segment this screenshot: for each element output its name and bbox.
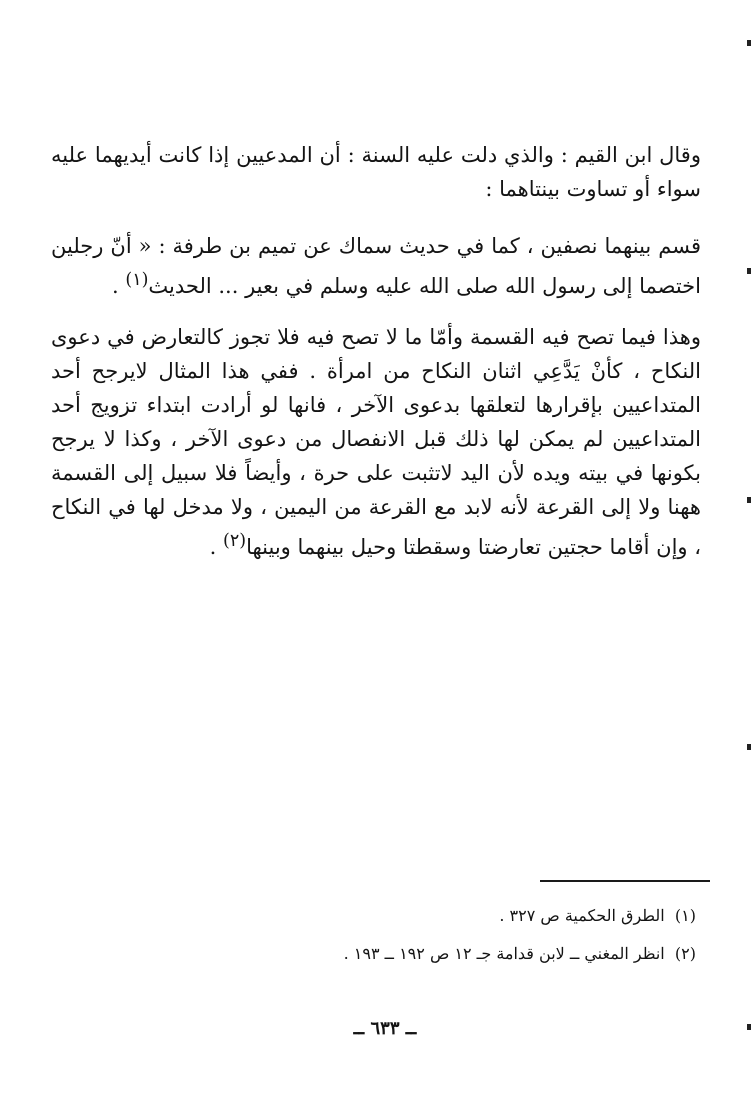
footnote-ref-1[interactable]: (١) (125, 270, 149, 290)
page-number: ــ ٦٣٣ ــ (353, 1018, 417, 1039)
paragraph-3-text: وهذا فيما تصح فيه القسمة وأمّا ما لا تصح فيه فلا تجوز كالتعارض في دعوى النكاح ، كأنْ يَدَّعِي اثنان النكاح من امرأة . ففي هذا المثال لايرجح أحد المتداعيين بإقرارها لتعلقها بدعوى الآخر ، فانها لو أرادت ابتداء تزويج أحد المتداعيين لم يمكن لها ذلك قبل الانفصال من دعوى الآخر ، وكذا لا يرجح بكونها في بيته ويده لأن اليد لاتثبت على حرة ، وأيضاً فلا سبيل إلى القسمة ههنا ولا إلى القرعة لأنه لابد مع القرعة من اليمين ، ولا مدخل لها في النكاح ، وإن أقاما حجتين تعارضتا وسقطتا وحيل بينهما وبينها (51, 325, 701, 559)
paragraph-1-text: وقال ابن القيم : والذي دلت عليه السنة : أن المدعيين إذا كانت أيديهما عليه سواء أو تساوت بينتاهما : (51, 143, 701, 201)
scan-edge-mark (747, 1024, 751, 1030)
scan-edge-mark (747, 497, 751, 503)
scan-edge-mark (747, 744, 751, 750)
paragraph-2 (51, 229, 701, 303)
footnote-2-text: انظر المغني ــ لابن قدامة جـ ١٢ ص ١٩٢ ــ ١٩٣ . (343, 944, 665, 963)
scan-edge-mark (747, 268, 751, 274)
paragraph-3-end: . (209, 535, 223, 559)
footnote-1-number: (١) (674, 906, 696, 925)
paragraph-3 (51, 320, 701, 564)
footnote-1-text: الطرق الحكمية ص ٣٢٧ . (499, 906, 665, 925)
footnote-2-number: (٢) (674, 944, 696, 963)
footnote-1 (56, 905, 696, 927)
paragraph-2-text: قسم بينهما نصفين ، كما في حديث سماك عن تميم بن طرفة : « أنّ رجلين اختصما إلى رسول الله صلى الله عليه وسلم في بعير ... الحديث (51, 234, 701, 298)
scan-edge-mark (747, 40, 751, 46)
footnote-separator (540, 880, 710, 882)
paragraph-2-end: . (112, 274, 126, 298)
paragraph-1 (51, 138, 701, 206)
footnote-ref-2[interactable]: (٢) (223, 531, 247, 551)
footnote-2 (56, 943, 696, 965)
